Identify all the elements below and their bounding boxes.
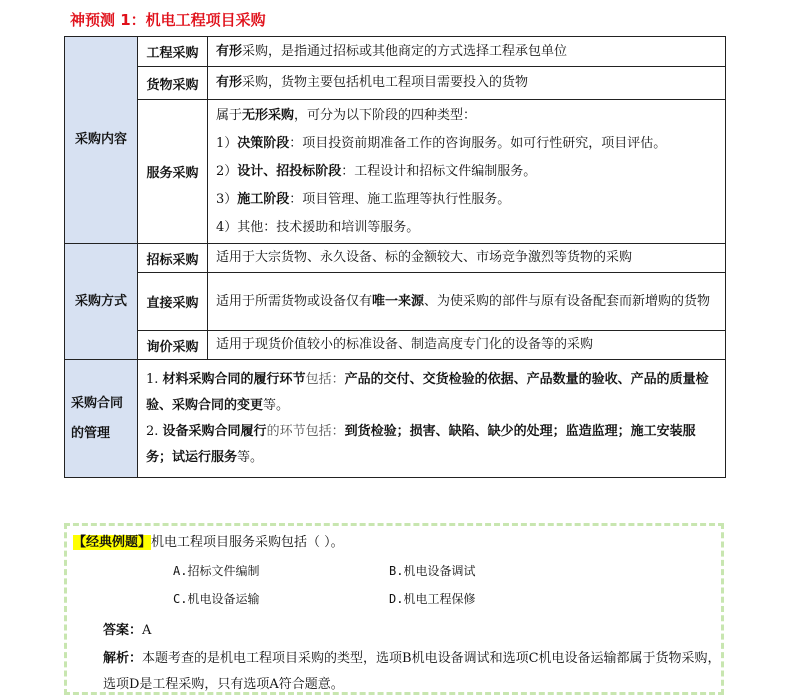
table-row [65,244,726,273]
table-row [65,273,726,331]
description-cell: 适用于所需货物或设备仅有唯一来源、为使采购的部件与原有设备配套而新增购的货物 [208,273,726,331]
service-intro: 属于无形采购，可分为以下阶段的四种类型： [216,107,477,123]
contract-item: 1. 材料采购合同的履行环节包括：产品的交付、交货检验的依据、产品数量的验收、产品的质量检验、采购合同的变更等。 [146,371,709,413]
text: 采购，是指通过招标或其他商定的方式选择工程承包单位 [242,43,568,59]
category-cell: 采购合同的管理 [65,360,138,478]
category-cell: 采购内容 [65,37,138,244]
description-cell [208,37,726,67]
subcategory-cell: 工程采购 [138,37,208,67]
answer: 答案：A [103,623,152,638]
procurement-table [64,36,726,478]
table-row [65,67,726,100]
subcategory-cell: 货物采购 [138,67,208,100]
table-row [65,100,726,244]
service-item: 2）设计、招投标阶段：工程设计和招标文件编制服务。 [216,163,537,179]
example-tag: 【经典例题】 [73,535,152,550]
subcategory-cell: 直接采购 [138,273,208,331]
option-d: D.机电工程保修 [389,592,476,606]
option-c: C.机电设备运输 [173,592,260,606]
example-box [64,523,724,695]
service-item: 1）决策阶段：项目投资前期准备工作的咨询服务。如可行性研究，项目评估。 [216,135,667,151]
description-cell: 适用于大宗货物、永久设备、标的金额较大、市场竞争激烈等货物的采购 [208,244,726,273]
table-row [65,360,726,478]
option-a: A.招标文件编制 [173,564,260,578]
description-cell: 适用于现货价值较小的标准设备、制造高度专门化的设备等的采购 [208,331,726,360]
bold-text: 有形 [216,75,243,90]
service-item: 4）其他：技术援助和培训等服务。 [216,219,420,235]
description-cell [208,67,726,100]
section-title: 神预测 1：机电工程项目采购 [70,11,266,29]
table-row [65,37,726,67]
subcategory-cell: 招标采购 [138,244,208,273]
option-b: B.机电设备调试 [389,564,476,578]
category-cell: 采购方式 [65,244,138,360]
description-cell [138,360,726,478]
example-question: 【经典例题】机电工程项目服务采购包括（ ）。 [73,535,344,550]
text: 采购，货物主要包括机电工程项目需要投入的货物 [242,75,529,90]
bold-text: 有形 [216,43,243,59]
subcategory-cell: 询价采购 [138,331,208,360]
service-item: 3）施工阶段：项目管理、施工监理等执行性服务。 [216,191,511,207]
table-row [65,331,726,360]
contract-item: 2. 设备采购合同履行的环节包括：到货检验；损害、缺陷、缺少的处理；监造监理；施工安装服务；试运行服务等。 [146,423,696,465]
explanation: 解析：本题考查的是机电工程项目采购的类型，选项B机电设备调试和选项C机电设备运输都属于货物采购，选项D是工程采购，只有选项A符合题意。 [103,651,721,692]
description-cell [208,100,726,244]
subcategory-cell: 服务采购 [138,100,208,244]
